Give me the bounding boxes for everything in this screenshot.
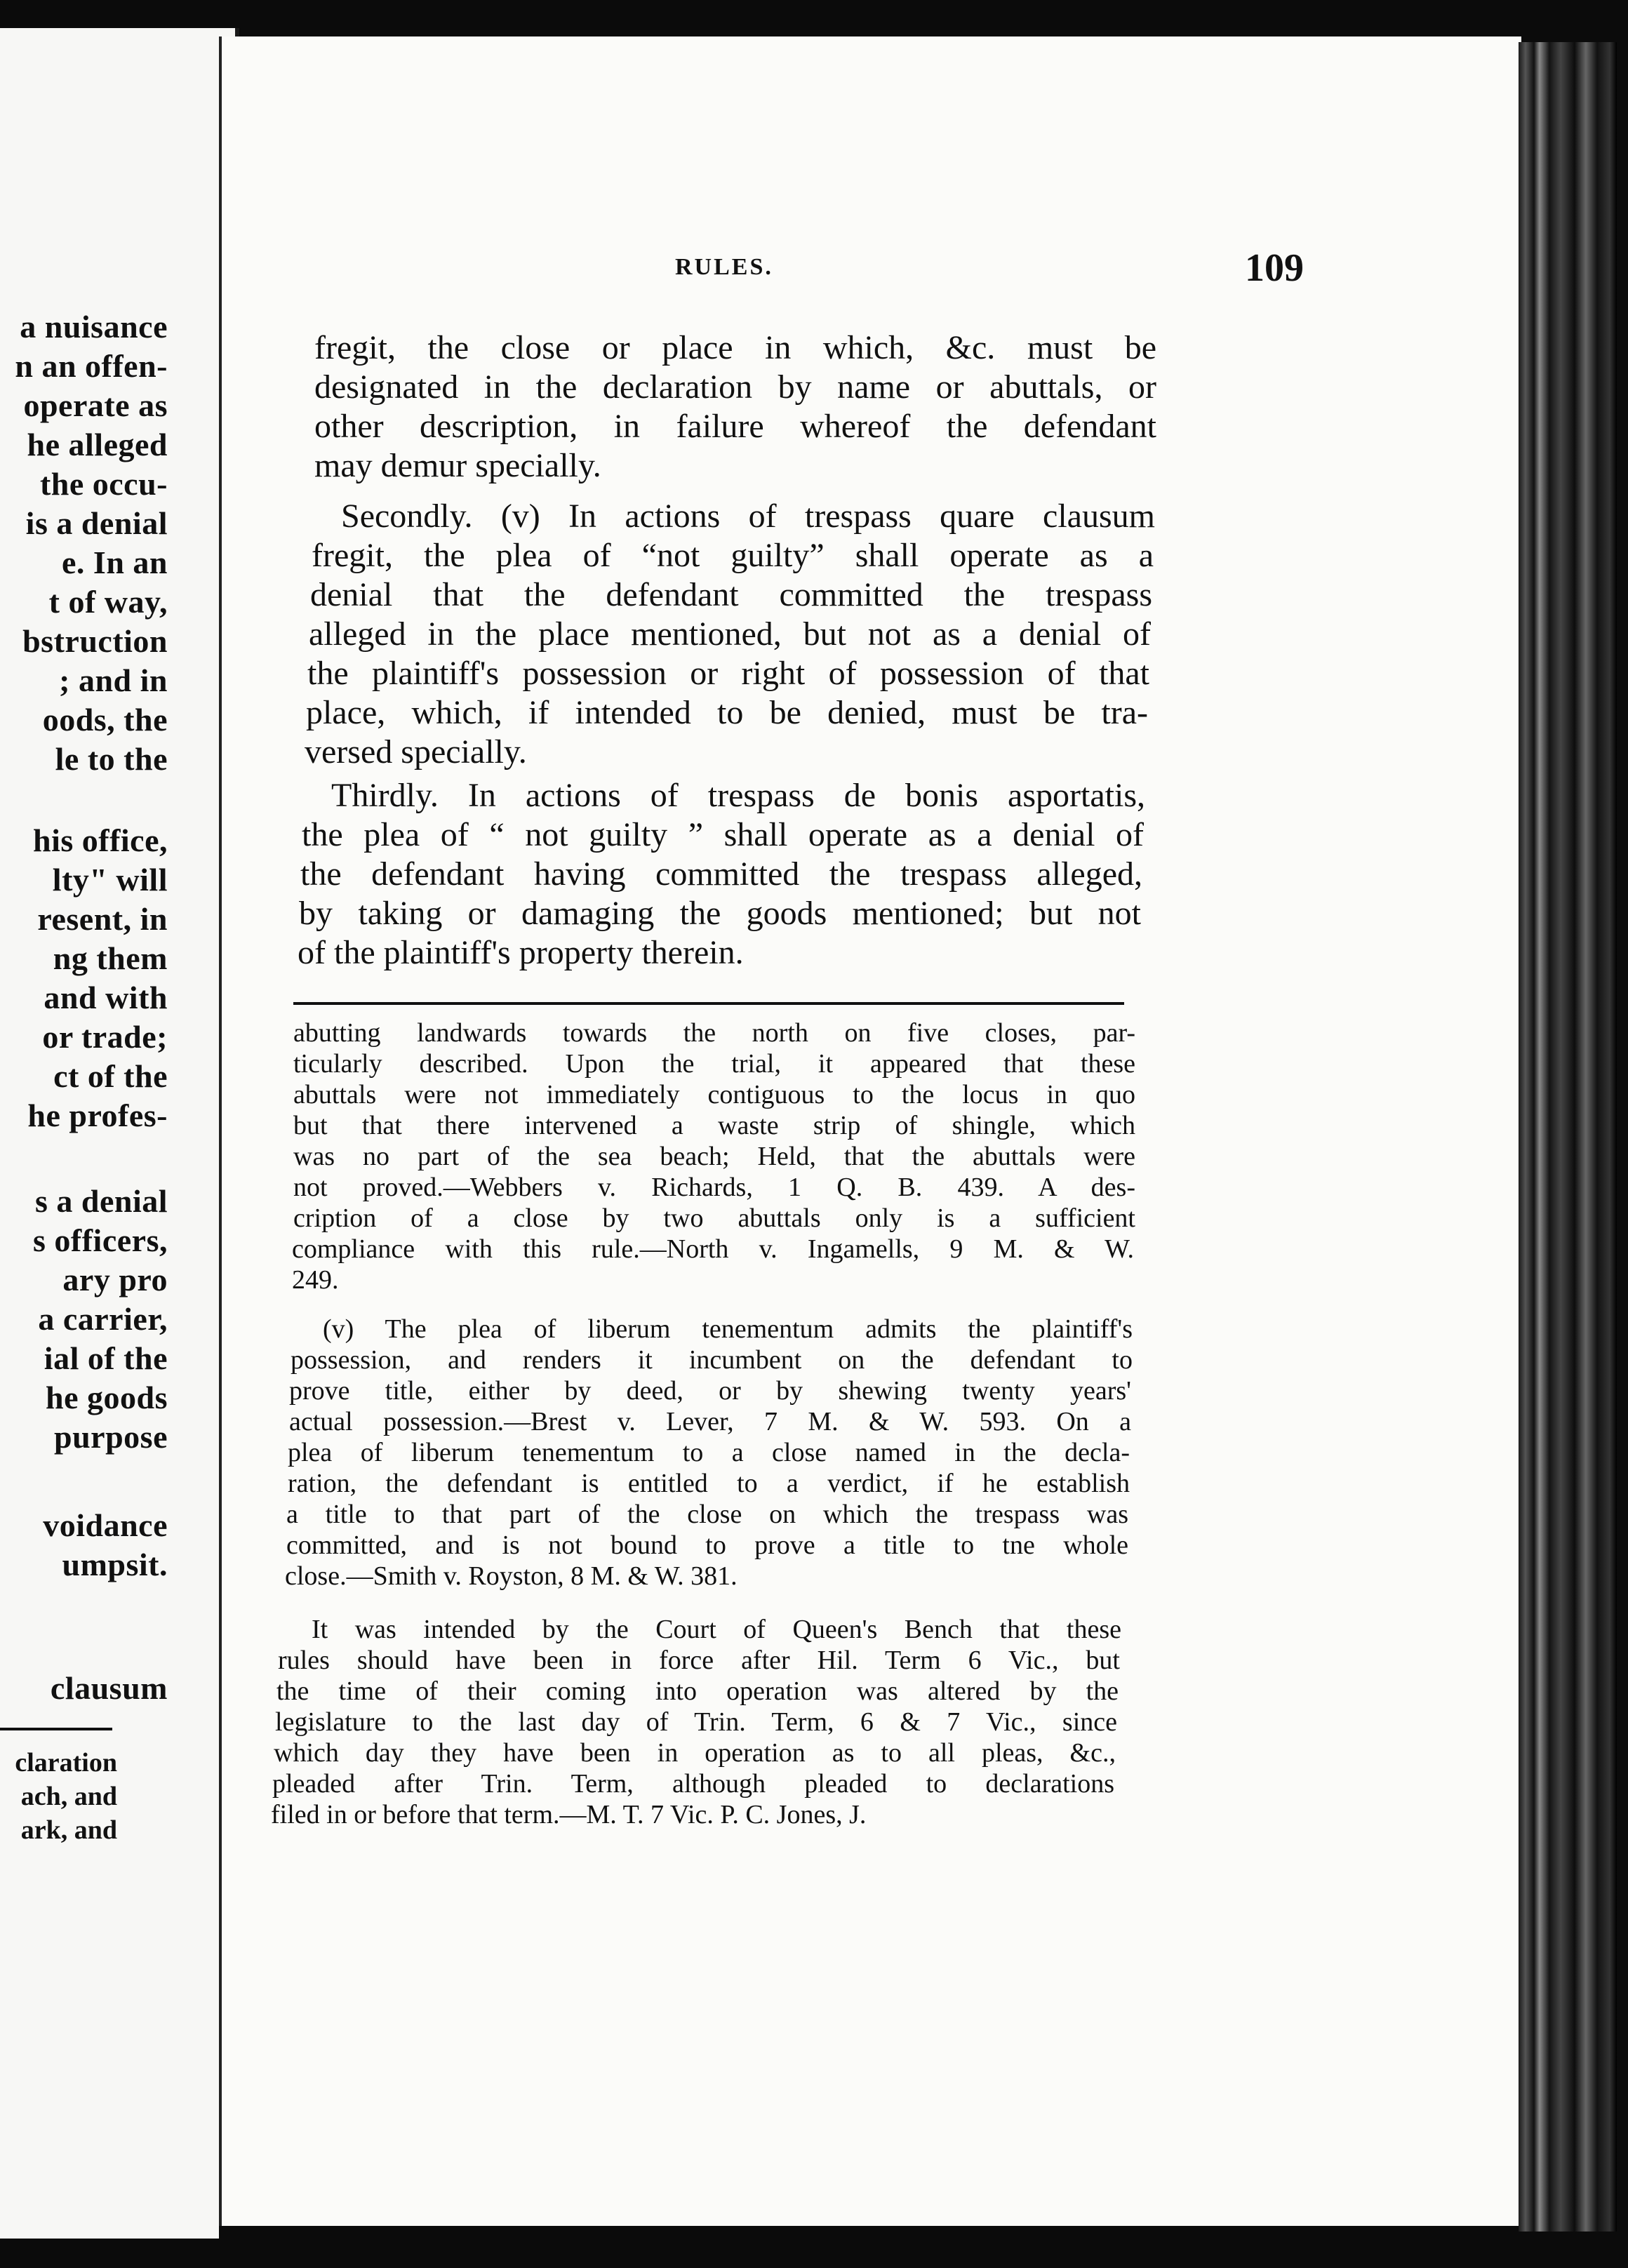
body-line: fregit, the close or place in which, &c. must be (314, 329, 1156, 366)
footnote-line: rules should have been in force after Hil. Term 6 Vic., but (278, 1646, 1120, 1675)
left-page-line: s a denial (34, 1183, 168, 1219)
left-page-line: a nuisance (20, 309, 168, 345)
book-page-edges (1519, 42, 1617, 2232)
left-page-line: ng them (53, 940, 168, 976)
footnote-line: abutting landwards towards the north on five closes, par- (293, 1018, 1135, 1048)
footnote-line: possession, and renders it incumbent on the defendant to (291, 1345, 1133, 1375)
left-page-line: operate as (23, 387, 168, 423)
left-page-line: or trade; (42, 1019, 168, 1055)
footnote-line: plea of liberum tenementum to a close named in the decla- (288, 1438, 1130, 1467)
footnote-line: not proved.—Webbers v. Richards, 1 Q. B. 439. A des- (293, 1173, 1135, 1202)
footnote-line: actual possession.—Brest v. Lever, 7 M. & W. 593. On a (289, 1407, 1131, 1436)
footnote-line: the time of their coming into operation was altered by the (276, 1676, 1119, 1706)
bottom-edge (219, 2226, 1519, 2268)
page-number: 109 (1245, 246, 1304, 290)
left-page-line: he alleged (27, 427, 168, 462)
left-page-line: he goods (46, 1380, 168, 1415)
left-page-line: ct of the (53, 1058, 168, 1094)
body-line: may demur specially. (314, 447, 601, 484)
body-line: of the plaintiff's property therein. (298, 934, 744, 971)
left-page-line: he profes- (27, 1098, 168, 1133)
footnote-line: prove title, either by deed, or by shewing twenty years' (289, 1376, 1131, 1406)
left-page-line: ial of the (44, 1340, 168, 1376)
left-page-line: his office, (32, 822, 168, 858)
left-page-line: e. In an (62, 545, 168, 580)
left-page-line: clausum (50, 1670, 168, 1706)
left-page-line: is a denial (25, 505, 168, 541)
footnote-line: compliance with this rule.—North v. Ingamells, 9 M. & W. (292, 1234, 1134, 1264)
footnote-line: ration, the defendant is entitled to a verdict, if he establish (288, 1469, 1130, 1498)
left-page-line: and with (44, 980, 168, 1015)
left-page-line: resent, in (37, 901, 168, 937)
footnote-line: but that there intervened a waste strip of shingle, which (293, 1111, 1135, 1140)
left-page-line: bstruction (22, 623, 168, 659)
left-page-note-line: ark, and (20, 1815, 117, 1845)
left-page-line: t of way, (48, 584, 168, 620)
body-line: Thirdly. In actions of trespass de bonis asportatis, (331, 777, 1145, 814)
body-line: place, which, if intended to be denied, must be tra- (306, 694, 1148, 731)
footnote-rule (293, 1002, 1124, 1005)
running-head: RULES. (675, 254, 773, 280)
footnote-line: which day they have been in operation as to all pleas, &c., (274, 1738, 1116, 1768)
left-page-line: purpose (54, 1419, 168, 1455)
body-line: the plaintiff's possession or right of possession of that (307, 655, 1149, 692)
left-page-line: lty" will (52, 862, 168, 898)
body-line: fregit, the plea of “not guilty” shall operate as a (312, 537, 1154, 574)
left-page-line: le to the (55, 741, 168, 777)
left-page (0, 28, 239, 2239)
footnote-line: was no part of the sea beach; Held, that the abuttals were (293, 1142, 1135, 1171)
footnote-line: committed, and is not bound to prove a title to tne whole (286, 1530, 1128, 1560)
footnote-line: filed in or before that term.—M. T. 7 Vic. P. C. Jones, J. (271, 1800, 867, 1829)
body-line: denial that the defendant committed the trespass (310, 576, 1152, 613)
left-page-line: umpsit. (62, 1547, 168, 1582)
left-page-line: the occu- (39, 466, 168, 502)
footnote-line: pleaded after Trin. Term, although pleaded to declarations (272, 1769, 1114, 1799)
left-page-line: a carrier, (38, 1301, 168, 1337)
footnote-line: 249. (292, 1265, 339, 1295)
footnote-line: cription of a close by two abuttals only is a sufficient (293, 1203, 1135, 1233)
left-footnote-rule (0, 1728, 112, 1730)
left-page-line: n an offen- (15, 348, 168, 384)
body-line: the plea of “ not guilty ” shall operate as a denial of (302, 816, 1144, 853)
footnote-line: ticularly described. Upon the trial, it appeared that these (293, 1049, 1135, 1079)
body-line: Secondly. (v) In actions of trespass quare clausum (341, 498, 1155, 535)
footnote-line: close.—Smith v. Royston, 8 M. & W. 381. (285, 1561, 738, 1591)
body-line: designated in the declaration by name or abuttals, or (314, 368, 1156, 406)
body-line: versed specially. (305, 733, 527, 771)
body-line: alleged in the place mentioned, but not as a denial of (309, 615, 1151, 653)
footnote-line: abuttals were not immediately contiguous to the locus in quo (293, 1080, 1135, 1109)
body-line: other description, in failure whereof the defendant (314, 408, 1156, 445)
footnote-line: a title to that part of the close on which the trespass was (286, 1500, 1128, 1529)
left-page-note-line: claration (15, 1748, 117, 1777)
left-page-line: ary pro (62, 1262, 168, 1298)
left-page-line: s officers, (33, 1222, 168, 1258)
left-page-line: ; and in (59, 662, 168, 698)
footnote-line: (v) The plea of liberum tenementum admits the plaintiff's (323, 1314, 1133, 1344)
body-line: by taking or damaging the goods mentioned; but not (299, 895, 1141, 932)
footnote-line: legislature to the last day of Trin. Term, 6 & 7 Vic., since (275, 1707, 1117, 1737)
left-page-line: oods, the (42, 702, 168, 738)
footnote-line: It was intended by the Court of Queen's Bench that these (312, 1615, 1121, 1644)
left-page-note-line: ach, and (20, 1782, 117, 1811)
left-page-line: voidance (43, 1507, 168, 1543)
body-line: the defendant having committed the trespass alleged, (300, 855, 1142, 893)
